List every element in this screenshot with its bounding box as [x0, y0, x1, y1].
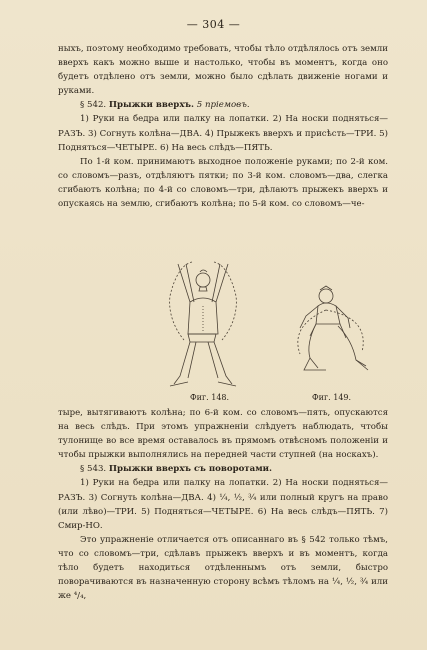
text-block-bottom	[58, 406, 388, 603]
section-543-title: Прыжки вверхъ съ поворотами.	[108, 464, 273, 475]
section-542-commands: 1) Руки на бедра или палку на лопатки. 2) На носки подняться—РАЗЪ. 3) Согнуть колѣна—ДВА. 4) Прыжекъ вверхъ и присѣсть—ТРИ. 5) Подняться—ЧЕТЫРЕ. 6) На весь слѣдъ—ПЯТЬ.	[58, 114, 388, 153]
figure-148-jumper	[170, 262, 237, 386]
section-542-description: По 1-й ком. принимаютъ выходное положеніе руками; по 2-й ком. со словомъ—разъ, отдѣляютъ пятки; по 3-й ком. словомъ—два, слегка сгибаютъ колѣна; по 4-й со словомъ—три, дѣлаютъ прыжекъ вверхъ и опускаясь на землю, сгибаютъ колѣна; по 5-й ком. со словомъ—че-	[58, 156, 388, 210]
section-542-number: § 542.	[80, 100, 107, 111]
text-block-top	[58, 42, 388, 211]
paragraph-continuation: ныхъ, поэтому необходимо требовать, чтобы тѣло отдѣлялось отъ земли вверхъ какъ можно выше и настолько, чтобы въ моментъ, когда оно будетъ отдѣлено отъ земли, можно было сдѣлать движеніе ногами и руками.	[58, 44, 388, 97]
section-543-commands: 1) Руки на бедра или палку на лопатки. 2) На носки подняться—РАЗЪ. 3) Согнуть колѣна—ДВА. 4) ¼, ½, ¾ или полный кругъ на право (или лѣво)—ТРИ. 5) Подняться—ЧЕТЫРЕ. 6) На весь слѣдъ—ПЯТЬ. 7) Смир-НО.	[58, 478, 388, 531]
section-542-title: Прыжки вверхъ.	[108, 100, 195, 111]
section-542-heading	[58, 98, 388, 112]
page-number: — 304 —	[186, 18, 241, 31]
section-543-description: Это упражненіе отличается отъ описаннаго въ § 542 только тѣмъ, что со словомъ—три, сдѣлавъ прыжекъ вверхъ и въ моментъ, когда тѣло будетъ находиться отдѣленнымъ отъ земли, быстро поворачиваются въ назначенную сторону всѣмъ тѣломъ на ¼, ½, ¾ или же ⁴/₄,	[58, 534, 388, 602]
figure-149-caption: Фиг. 149.	[312, 393, 352, 402]
figure-148-caption: Фиг. 148.	[190, 393, 230, 402]
section-542-continuation: тыре, вытягиваютъ колѣна; по 6-й ком. со словомъ—пять, опускаются на весь слѣдъ. При этомъ упражненіи слѣдуетъ наблюдать, чтобы тулонище во все время оставалось въ прямомъ отвѣсномъ положеніи и чтобы прыжки выполнялись на передней части ступней (на носкахъ).	[58, 408, 388, 461]
section-543-heading	[58, 462, 388, 476]
figure-illustrations	[130, 258, 380, 396]
section-543-number: § 543.	[80, 464, 107, 475]
figure-149-jumper	[298, 286, 368, 370]
section-542-subtitle: 5 пріемовъ.	[196, 100, 250, 111]
